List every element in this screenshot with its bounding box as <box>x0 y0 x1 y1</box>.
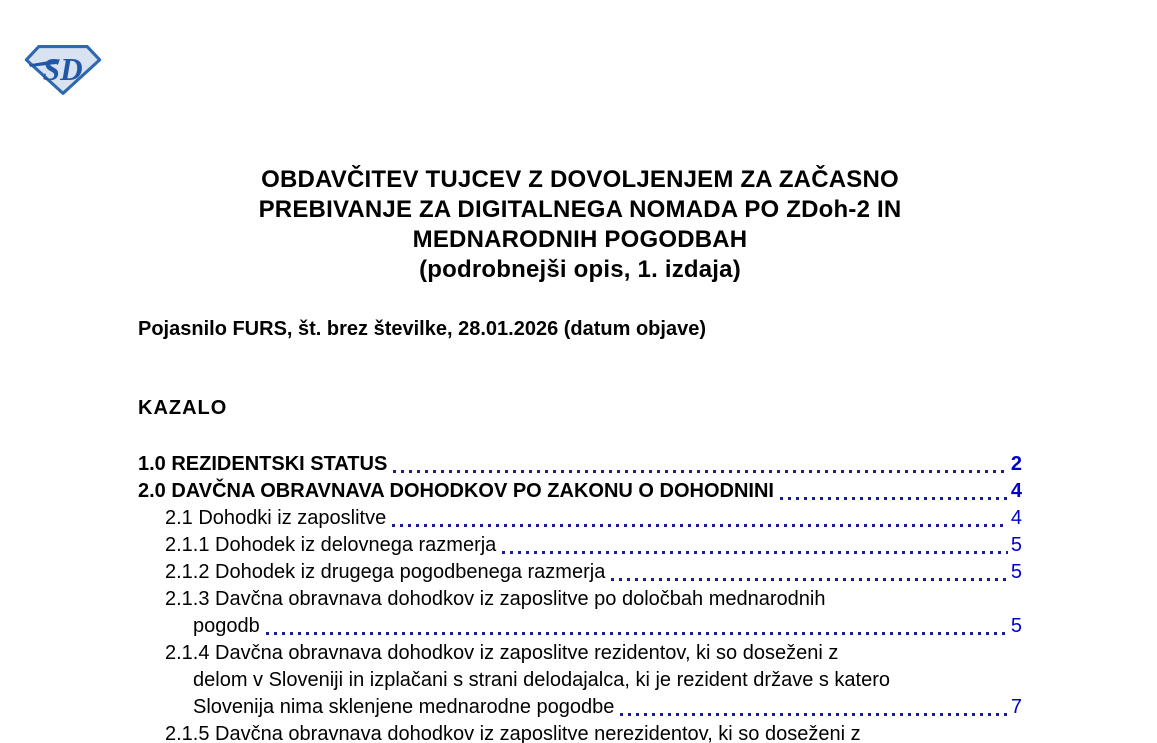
toc-entry-2-1-2[interactable] <box>138 559 1022 586</box>
toc-entry-label: 2.1.3 Davčna obravnava dohodkov iz zaposlitve po določbah mednarodnih <box>165 588 826 610</box>
toc-dotted-leader <box>266 632 1008 635</box>
toc-page-number[interactable]: 7 <box>1010 696 1022 718</box>
toc-entry-label: delom v Sloveniji in izplačani s strani delodajalca, ki je rezident države s katero <box>193 669 891 691</box>
toc-page-number[interactable]: 5 <box>1010 615 1022 637</box>
title-line-3: MEDNARODNIH POGODBAH <box>412 226 748 253</box>
toc-dotted-leader <box>393 470 1008 473</box>
toc-page-number[interactable]: 5 <box>1010 534 1022 556</box>
toc-entry-label: 2.1.1 Dohodek iz delovnega razmerja <box>165 534 497 556</box>
toc-page-number[interactable]: 5 <box>1010 561 1022 583</box>
table-of-contents <box>138 451 1022 743</box>
toc-entry-2-1-5-line-1[interactable] <box>138 721 1022 743</box>
toc-entry-label: 2.0 DAVČNA OBRAVNAVA DOHODKOV PO ZAKONU O DOHODNINI <box>138 480 774 502</box>
sd-logo-icon <box>24 43 102 97</box>
toc-dotted-leader <box>611 578 1008 581</box>
toc-entry-2-1-3-line-2[interactable] <box>138 613 1022 640</box>
toc-dotted-leader <box>780 497 1008 500</box>
title-line-4: (podrobnejši opis, 1. izdaja) <box>419 256 741 283</box>
toc-entry-2-1-4-line-1[interactable] <box>138 640 1022 667</box>
toc-entry-label: 1.0 REZIDENTSKI STATUS <box>138 453 388 475</box>
document-title <box>140 165 1020 285</box>
toc-entry-label: pogodb <box>193 615 260 637</box>
logo-letters: SD <box>42 52 83 88</box>
toc-dotted-leader <box>392 524 1008 527</box>
title-line-1: OBDAVČITEV TUJCEV Z DOVOLJENJEM ZA ZAČASNO <box>261 166 899 193</box>
toc-dotted-leader <box>502 551 1008 554</box>
toc-page-number[interactable]: 4 <box>1010 480 1022 502</box>
toc-entry-2-1-1[interactable] <box>138 532 1022 559</box>
title-line-2: PREBIVANJE ZA DIGITALNEGA NOMADA PO ZDoh-2 IN <box>258 196 902 223</box>
toc-page-number[interactable]: 2 <box>1010 453 1022 475</box>
document-reference-line: Pojasnilo FURS, št. brez številke, 28.01.2026 (datum objave) <box>138 318 706 340</box>
toc-heading: KAZALO <box>138 397 228 419</box>
toc-entry-label: 2.1.5 Davčna obravnava dohodkov iz zaposlitve nerezidentov, ki so doseženi z <box>165 723 861 743</box>
toc-dotted-leader <box>620 713 1007 716</box>
toc-entry-label: Slovenija nima sklenjene mednarodne pogodbe <box>193 696 615 718</box>
toc-entry-2-1-4-line-2[interactable] <box>138 667 1022 694</box>
toc-entry-label: 2.1.2 Dohodek iz drugega pogodbenega razmerja <box>165 561 606 583</box>
toc-entry-label: 2.1 Dohodki iz zaposlitve <box>165 507 387 529</box>
toc-entry-2-1[interactable] <box>138 505 1022 532</box>
toc-page-number[interactable]: 4 <box>1010 507 1022 529</box>
toc-entry-2-1-4-line-3[interactable] <box>138 694 1022 721</box>
toc-entry-2-1-3-line-1[interactable] <box>138 586 1022 613</box>
toc-entry-1-0[interactable] <box>138 451 1022 478</box>
toc-entry-2-0[interactable] <box>138 478 1022 505</box>
toc-entry-label: 2.1.4 Davčna obravnava dohodkov iz zaposlitve rezidentov, ki so doseženi z <box>165 642 839 664</box>
